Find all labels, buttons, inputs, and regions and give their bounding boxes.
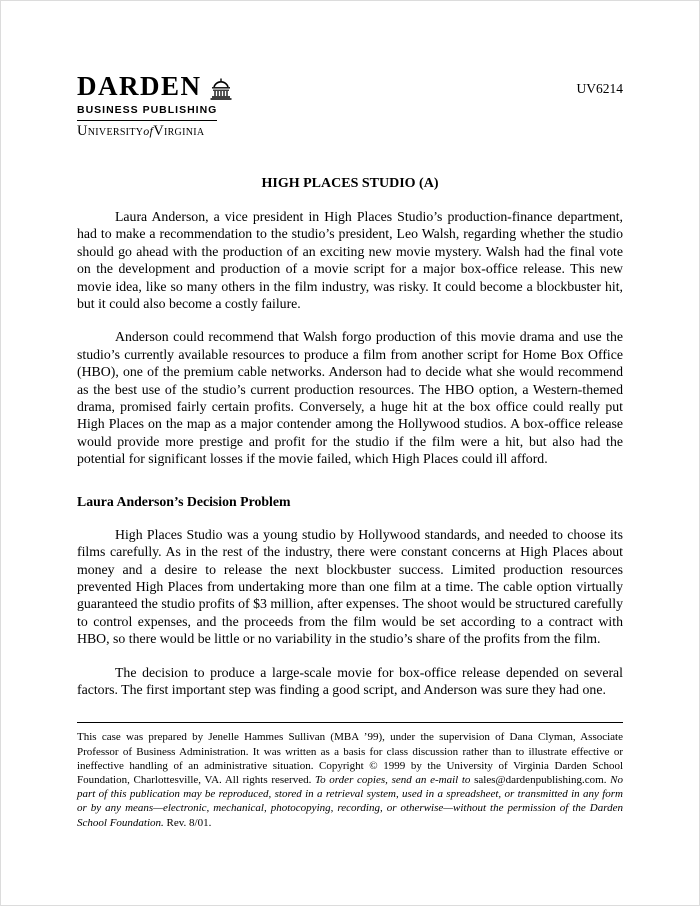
footnote-divider: [77, 722, 623, 723]
darden-wordmark: DARDEN: [77, 71, 202, 101]
business-publishing-label: BUSINESS PUBLISHING: [77, 104, 218, 116]
university-wordmark: [77, 123, 233, 140]
footnote-order-text: To order copies, send an e-mail to: [315, 773, 475, 786]
case-number: UV6214: [576, 81, 623, 96]
case-title: HIGH PLACES STUDIO (A): [261, 176, 439, 191]
footnote-legal-text: No part of this publication may be reproduced, stored in a retrieval system, used in a spreadsheet, or transmitted in any form or by any means—electronic, mechanical, photocopying, recording, or otherwise—without the permission of the Darden School Foundation.: [77, 773, 623, 829]
publisher-logo: [77, 73, 233, 140]
paragraph-section-1: High Places Studio was a young studio by Hollywood standards, and needed to choose its films carefully. As in the rest of the industry, there were constant concerns at High Places about money and a desire to release the next blockbuster success. Limited production resources prevented High Places from undertaking more than one film at a time. The cable option virtually guaranteed the studio profits of $3 million, after expenses. The shoot would be structured carefully to control expenses, and the proceeds from the film would be set according to a contract with HBO, so there would be little or no variability in the studio’s share of the profits from the film.: [77, 526, 623, 647]
footnote-email-text: sales@dardenpublishing.com.: [474, 773, 611, 786]
logo-divider: [77, 120, 217, 121]
footnote-prepared-text: This case was prepared by Jenelle Hammes Sullivan (MBA ’99), under the supervision of Dana Clyman, Associate Professor of Business Administration. It was written as a basis for class discussion rather than to illustrate effective or ineffective handling of an administrative situation. Copyright © 1999 by the University of Virginia Darden School Foundation, Charlottesville, VA. All rights reserved.: [77, 731, 623, 786]
footnote-revision-text: Rev. 8/01.: [163, 816, 212, 829]
paragraph-intro-1: Laura Anderson, a vice president in High Places Studio’s production-finance department, had to make a recommendation to the studio’s president, Leo Walsh, regarding whether the studio should go ahead with the production of an exciting new movie mystery. Walsh had the final vote on the development and production of a movie script for a major box-office release. This new movie idea, like so many others in the film industry, was risky. It could become a blockbuster hit, but it could also become a costly failure.: [77, 209, 623, 312]
darden-brand-row: [77, 73, 233, 100]
document-header: [77, 73, 623, 140]
virginia-word: Virginia: [153, 123, 205, 139]
paragraph-intro-2: Anderson could recommend that Walsh forgo production of this movie drama and use the studio’s currently available resources to produce a film from another script for Home Box Office (HBO), one of the premium cable networks. Anderson had to decide what she would recommend as the best use of the studio’s current production resources. The HBO option, a Western-themed drama, promised fairly certain profits. Conversely, a huge hit at the box office could really put High Places on the map as a major contender among the Hollywood studios. A box-office release would provide more prestige and profit for the studio if the film were a hit, but also had the potential for significant losses if the movie failed, which High Places could ill afford.: [77, 329, 623, 467]
rotunda-icon: [209, 78, 233, 100]
footnote: [77, 730, 623, 829]
university-of: of: [143, 124, 154, 138]
paragraph-section-2: The decision to produce a large-scale movie for box-office release depended on several factors. The first important step was finding a good script, and Anderson was sure they had one.: [77, 664, 623, 697]
section-heading: Laura Anderson’s Decision Problem: [77, 493, 291, 509]
university-word: University: [77, 123, 144, 139]
